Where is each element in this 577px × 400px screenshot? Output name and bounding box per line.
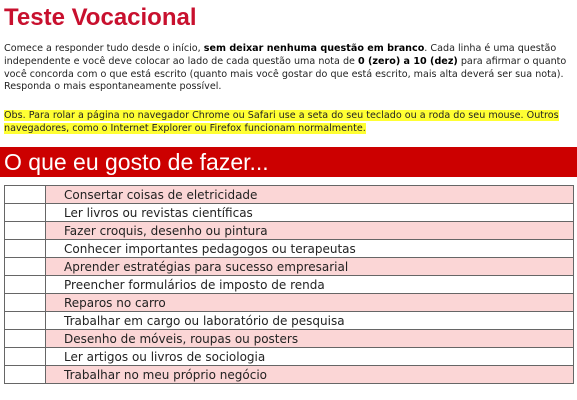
browser-notice: [4, 110, 572, 136]
question-label: Ler artigos ou livros de sociologia: [46, 348, 574, 366]
instructions-emphasis-1: sem deixar nenhuma questão em branco: [203, 43, 425, 54]
page-title: Teste Vocacional: [4, 4, 197, 31]
question-row: [5, 348, 574, 366]
score-input-cell[interactable]: [5, 204, 46, 222]
score-input-cell[interactable]: [5, 240, 46, 258]
question-row: [5, 186, 574, 204]
question-label: Trabalhar em cargo ou laboratório de pesquisa: [46, 312, 574, 330]
score-input-cell[interactable]: [5, 222, 46, 240]
question-label: Fazer croquis, desenho ou pintura: [46, 222, 574, 240]
question-row: [5, 294, 574, 312]
question-label: Aprender estratégias para sucesso empresarial: [46, 258, 574, 276]
instructions-emphasis-2: 0 (zero) a 10 (dez): [358, 55, 458, 67]
score-input-cell[interactable]: [5, 186, 46, 204]
question-row: [5, 204, 574, 222]
question-label: Trabalhar no meu próprio negócio: [46, 366, 574, 384]
question-row: [5, 258, 574, 276]
instructions-text-3: para afirmar o quanto você concorda com o que está escrito (quanto mais você gostar do que está escrito, mais alta deverá ser sua nota). Responda o mais espontaneamente possível.: [4, 55, 567, 93]
instructions-paragraph: [4, 43, 572, 94]
question-row: [5, 312, 574, 330]
score-input-cell[interactable]: [5, 330, 46, 348]
score-input-cell[interactable]: [5, 276, 46, 294]
question-row: [5, 276, 574, 294]
instructions-text-2: . Cada linha é uma questão independente e você deve colocar ao lado de cada questão uma nota de: [4, 43, 557, 67]
score-input-cell[interactable]: [5, 366, 46, 384]
question-row: [5, 330, 574, 348]
question-label: Ler livros ou revistas científicas: [46, 204, 574, 222]
instructions-text-1: Comece a responder tudo desde o início,: [4, 43, 204, 54]
score-input-cell[interactable]: [5, 294, 46, 312]
question-row: [5, 366, 574, 384]
question-row: [5, 222, 574, 240]
browser-notice-text: Obs. Para rolar a página no navegador Chrome ou Safari use a seta do seu teclado ou a roda do seu mouse. Outros navegadores, como o Internet Explorer ou Firefox funcionam normalmente.: [4, 110, 559, 134]
questions-table: [4, 185, 574, 384]
question-label: Desenho de móveis, roupas ou posters: [46, 330, 574, 348]
section-header: O que eu gosto de fazer...: [0, 147, 577, 177]
question-label: Conhecer importantes pedagogos ou terapeutas: [46, 240, 574, 258]
question-label: Reparos no carro: [46, 294, 574, 312]
score-input-cell[interactable]: [5, 258, 46, 276]
score-input-cell[interactable]: [5, 312, 46, 330]
question-row: [5, 240, 574, 258]
question-label: Preencher formulários de imposto de renda: [46, 276, 574, 294]
question-label: Consertar coisas de eletricidade: [46, 186, 574, 204]
score-input-cell[interactable]: [5, 348, 46, 366]
